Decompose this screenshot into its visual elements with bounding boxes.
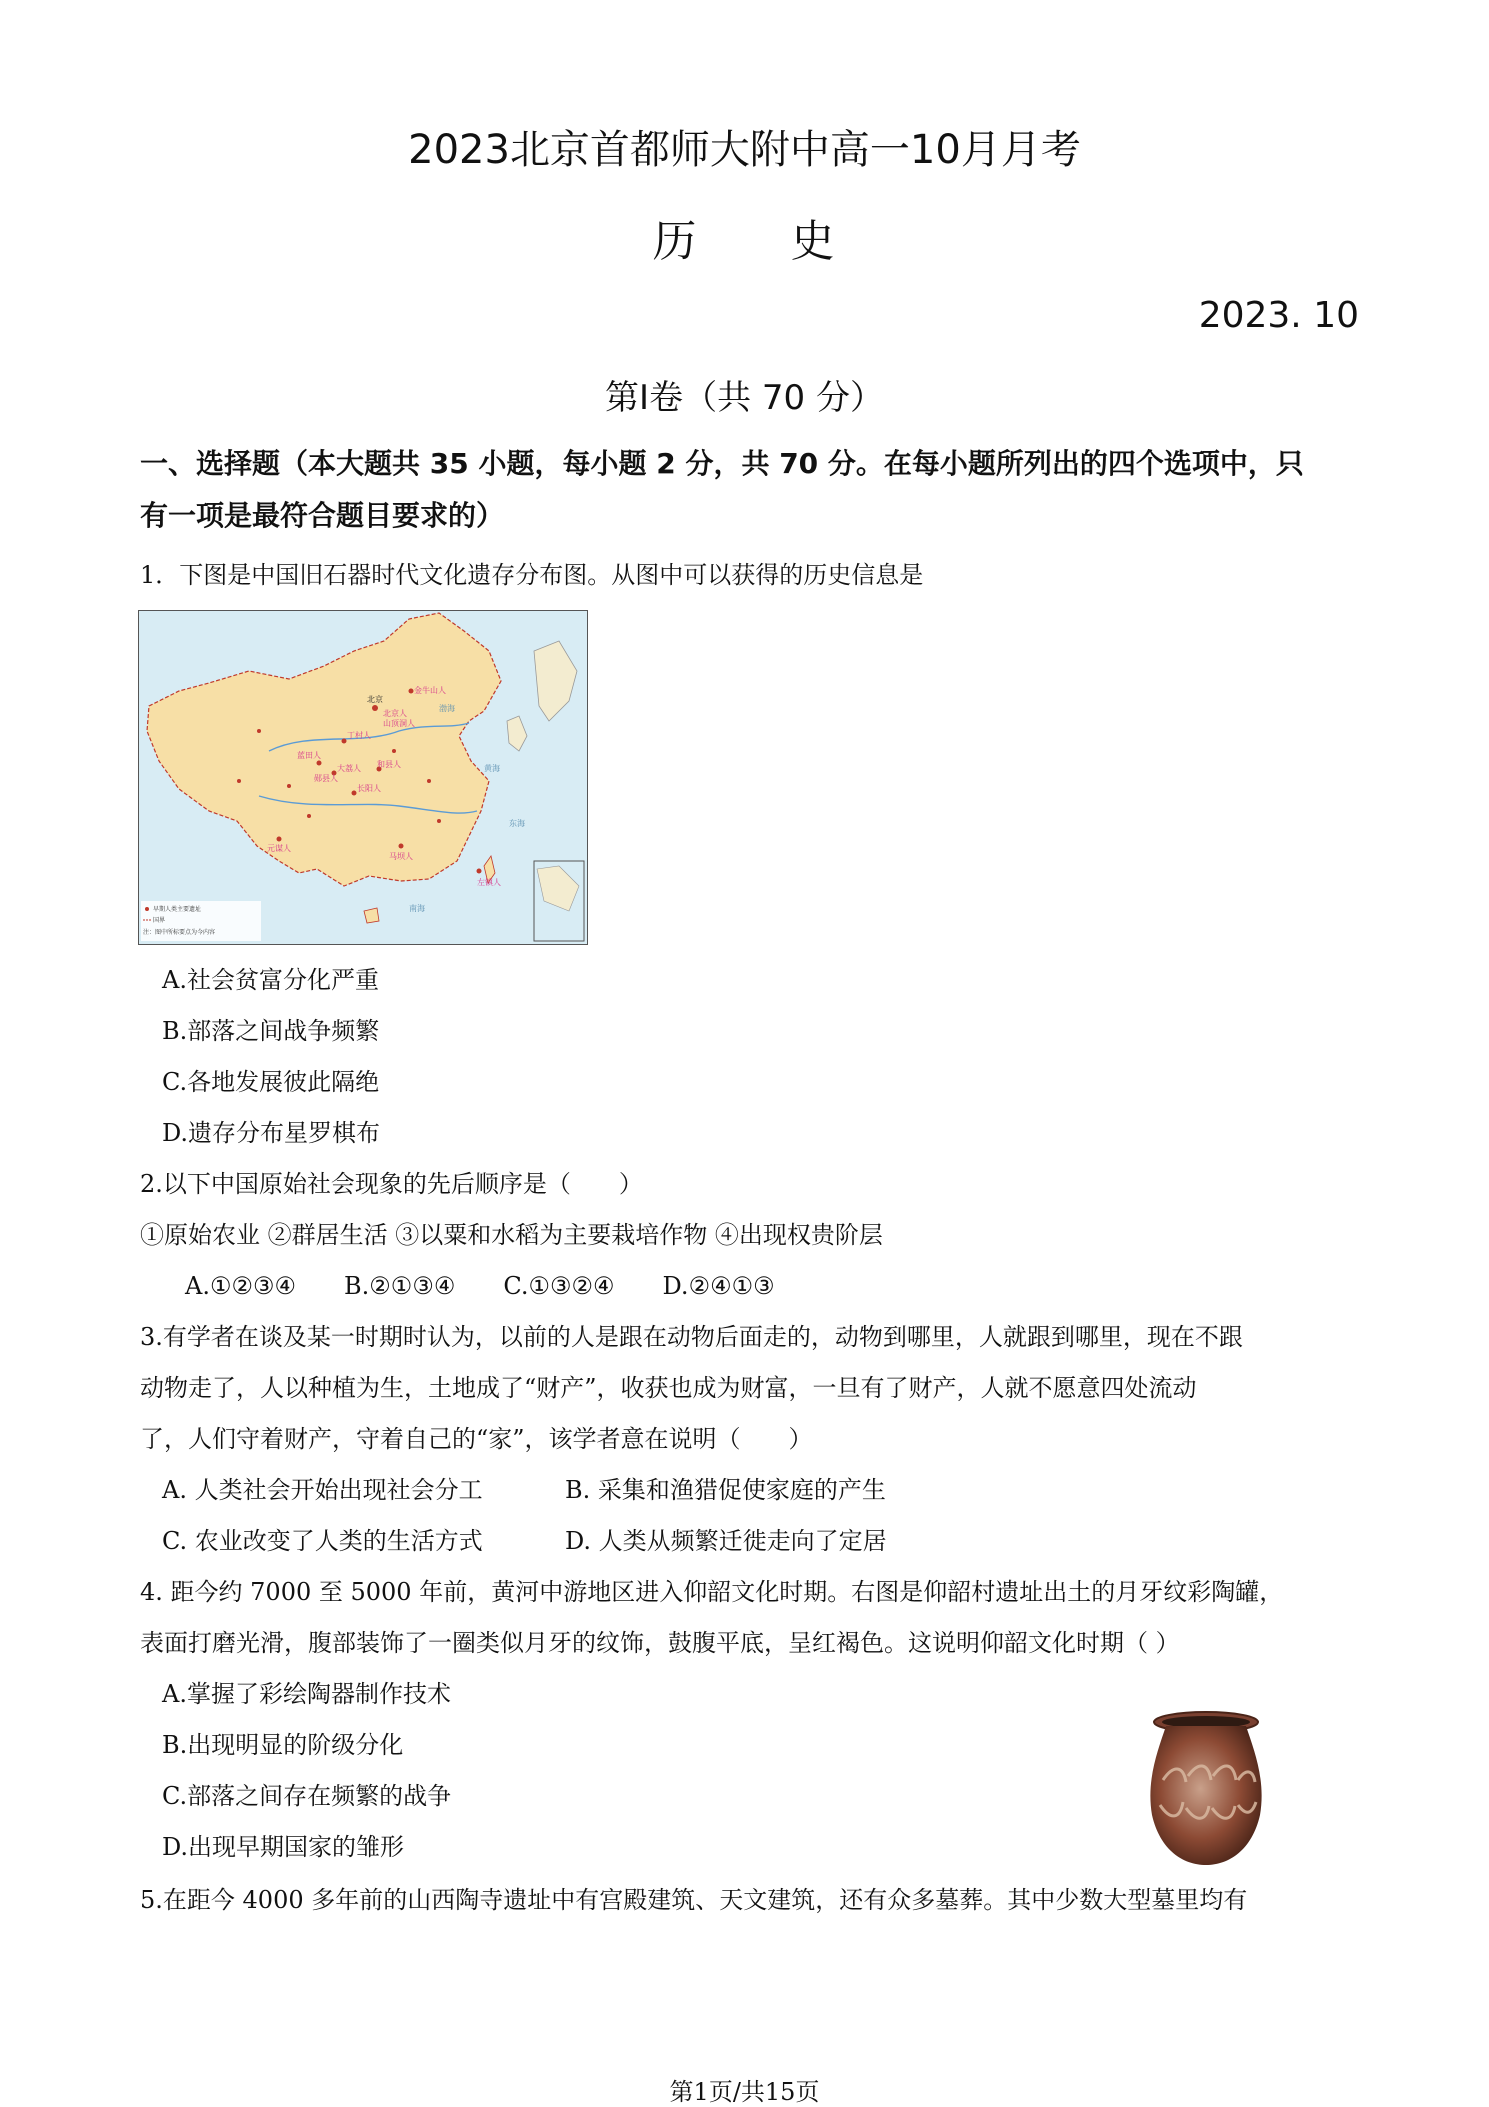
map-label-beijing: 北京 [367, 695, 383, 704]
q4-option-c[interactable]: C.部落之间存在频繁的战争 [162, 1782, 452, 1810]
q3-line1: 3.有学者在谈及某一时期时认为，以前的人是跟在动物后面走的，动物到哪里，人就跟到哪里，现在不跟 [140, 1323, 1243, 1351]
q3-option-a[interactable]: A. 人类社会开始出现社会分工 [162, 1476, 483, 1504]
exam-date: 2023. 10 [1198, 295, 1359, 336]
section-heading-line2: 有一项是最符合题目要求的） [140, 499, 505, 532]
map-label-bohai: 渤海 [439, 704, 455, 713]
map-label-dali: 大荔人 [337, 764, 361, 773]
q3-option-b[interactable]: B. 采集和渔猎促使家庭的产生 [565, 1476, 886, 1504]
q4-option-d[interactable]: D.出现早期国家的雏形 [162, 1833, 405, 1861]
q1-option-d[interactable]: D.遗存分布星罗棋布 [162, 1119, 381, 1147]
q4-option-a[interactable]: A.掌握了彩绘陶器制作技术 [162, 1680, 451, 1708]
q3-line3: 了，人们守着财产，守着自己的“家”，该学者意在说明（ ） [140, 1425, 813, 1453]
q1-option-a[interactable]: A.社会贫富分化严重 [162, 966, 379, 994]
section-heading-line1: 一、选择题（本大题共 35 小题，每小题 2 分，共 70 分。在每小题所列出的四个选项中，只 [140, 447, 1304, 480]
map-label-dingcun: 丁村人 [347, 731, 371, 740]
map-label-yunxian: 郧县人 [314, 774, 338, 783]
q2-options[interactable]: A.①②③④ B.②①③④ C.①③②④ D.②④①③ [185, 1272, 775, 1300]
map-label-hexian: 和县人 [377, 760, 401, 769]
map-label-nanhai: 南海 [409, 904, 425, 913]
exam-title: 2023北京首都师大附中高一10月月考 [408, 127, 1081, 173]
paleolithic-sites-map [138, 610, 588, 945]
q3-line2: 动物走了，人以种植为生，土地成了“财产”，收获也成为财富，一旦有了财产，人就不愿意四处流动 [140, 1374, 1197, 1402]
painted-pottery-jar-image [1138, 1710, 1274, 1870]
q2-items: ①原始农业 ②群居生活 ③以粟和水稻为主要栽培作物 ④出现权贵阶层 [140, 1221, 883, 1249]
map-legend-border: 国界 [153, 917, 166, 924]
q4-line2: 表面打磨光滑，腹部装饰了一圈类似月牙的纹饰，鼓腹平底，呈红褐色。这说明仰韶文化时期（ ） [140, 1629, 1180, 1657]
map-label-lantian: 蓝田人 [297, 751, 321, 760]
map-label-shandingdong: 山顶洞人 [383, 719, 415, 728]
q5-line1: 5.在距今 4000 多年前的山西陶寺遗址中有宫殿建筑、天文建筑，还有众多墓葬。其中少数大型墓里均有 [140, 1886, 1248, 1914]
map-label-donghai: 东海 [509, 819, 525, 828]
map-label-changyang: 长阳人 [357, 784, 381, 793]
map-legend-note: 注：图中所标要点为今内容 [143, 929, 216, 936]
q1-option-b[interactable]: B.部落之间战争频繁 [162, 1017, 380, 1045]
map-label-zuojiang: 左镇人 [477, 878, 501, 887]
page-footer: 第1页/共15页 [669, 2078, 820, 2106]
map-legend-sites: 早期人类主要遗址 [153, 906, 202, 913]
q2-stem: 2.以下中国原始社会现象的先后顺序是（ ） [140, 1170, 643, 1198]
q1-option-c[interactable]: C.各地发展彼此隔绝 [162, 1068, 380, 1096]
map-label-huanghai: 黄海 [484, 764, 500, 773]
map-label-maba: 马坝人 [389, 852, 413, 861]
map-label-yuanmou: 元谋人 [267, 844, 291, 853]
q1-stem: 1．下图是中国旧石器时代文化遗存分布图。从图中可以获得的历史信息是 [140, 561, 924, 589]
map-label-beijingren: 北京人 [383, 709, 407, 718]
subject-title: 历 史 [652, 216, 837, 267]
q3-option-d[interactable]: D. 人类从频繁迁徙走向了定居 [565, 1527, 887, 1555]
volume-heading: 第Ⅰ卷（共 70 分） [605, 378, 884, 418]
q4-line1: 4. 距今约 7000 至 5000 年前，黄河中游地区进入仰韶文化时期。右图是仰韶村遗址出土的月牙纹彩陶罐， [140, 1578, 1284, 1606]
q3-option-c[interactable]: C. 农业改变了人类的生活方式 [162, 1527, 483, 1555]
q4-option-b[interactable]: B.出现明显的阶级分化 [162, 1731, 404, 1759]
map-label-jinniushan: 金牛山人 [414, 686, 446, 695]
